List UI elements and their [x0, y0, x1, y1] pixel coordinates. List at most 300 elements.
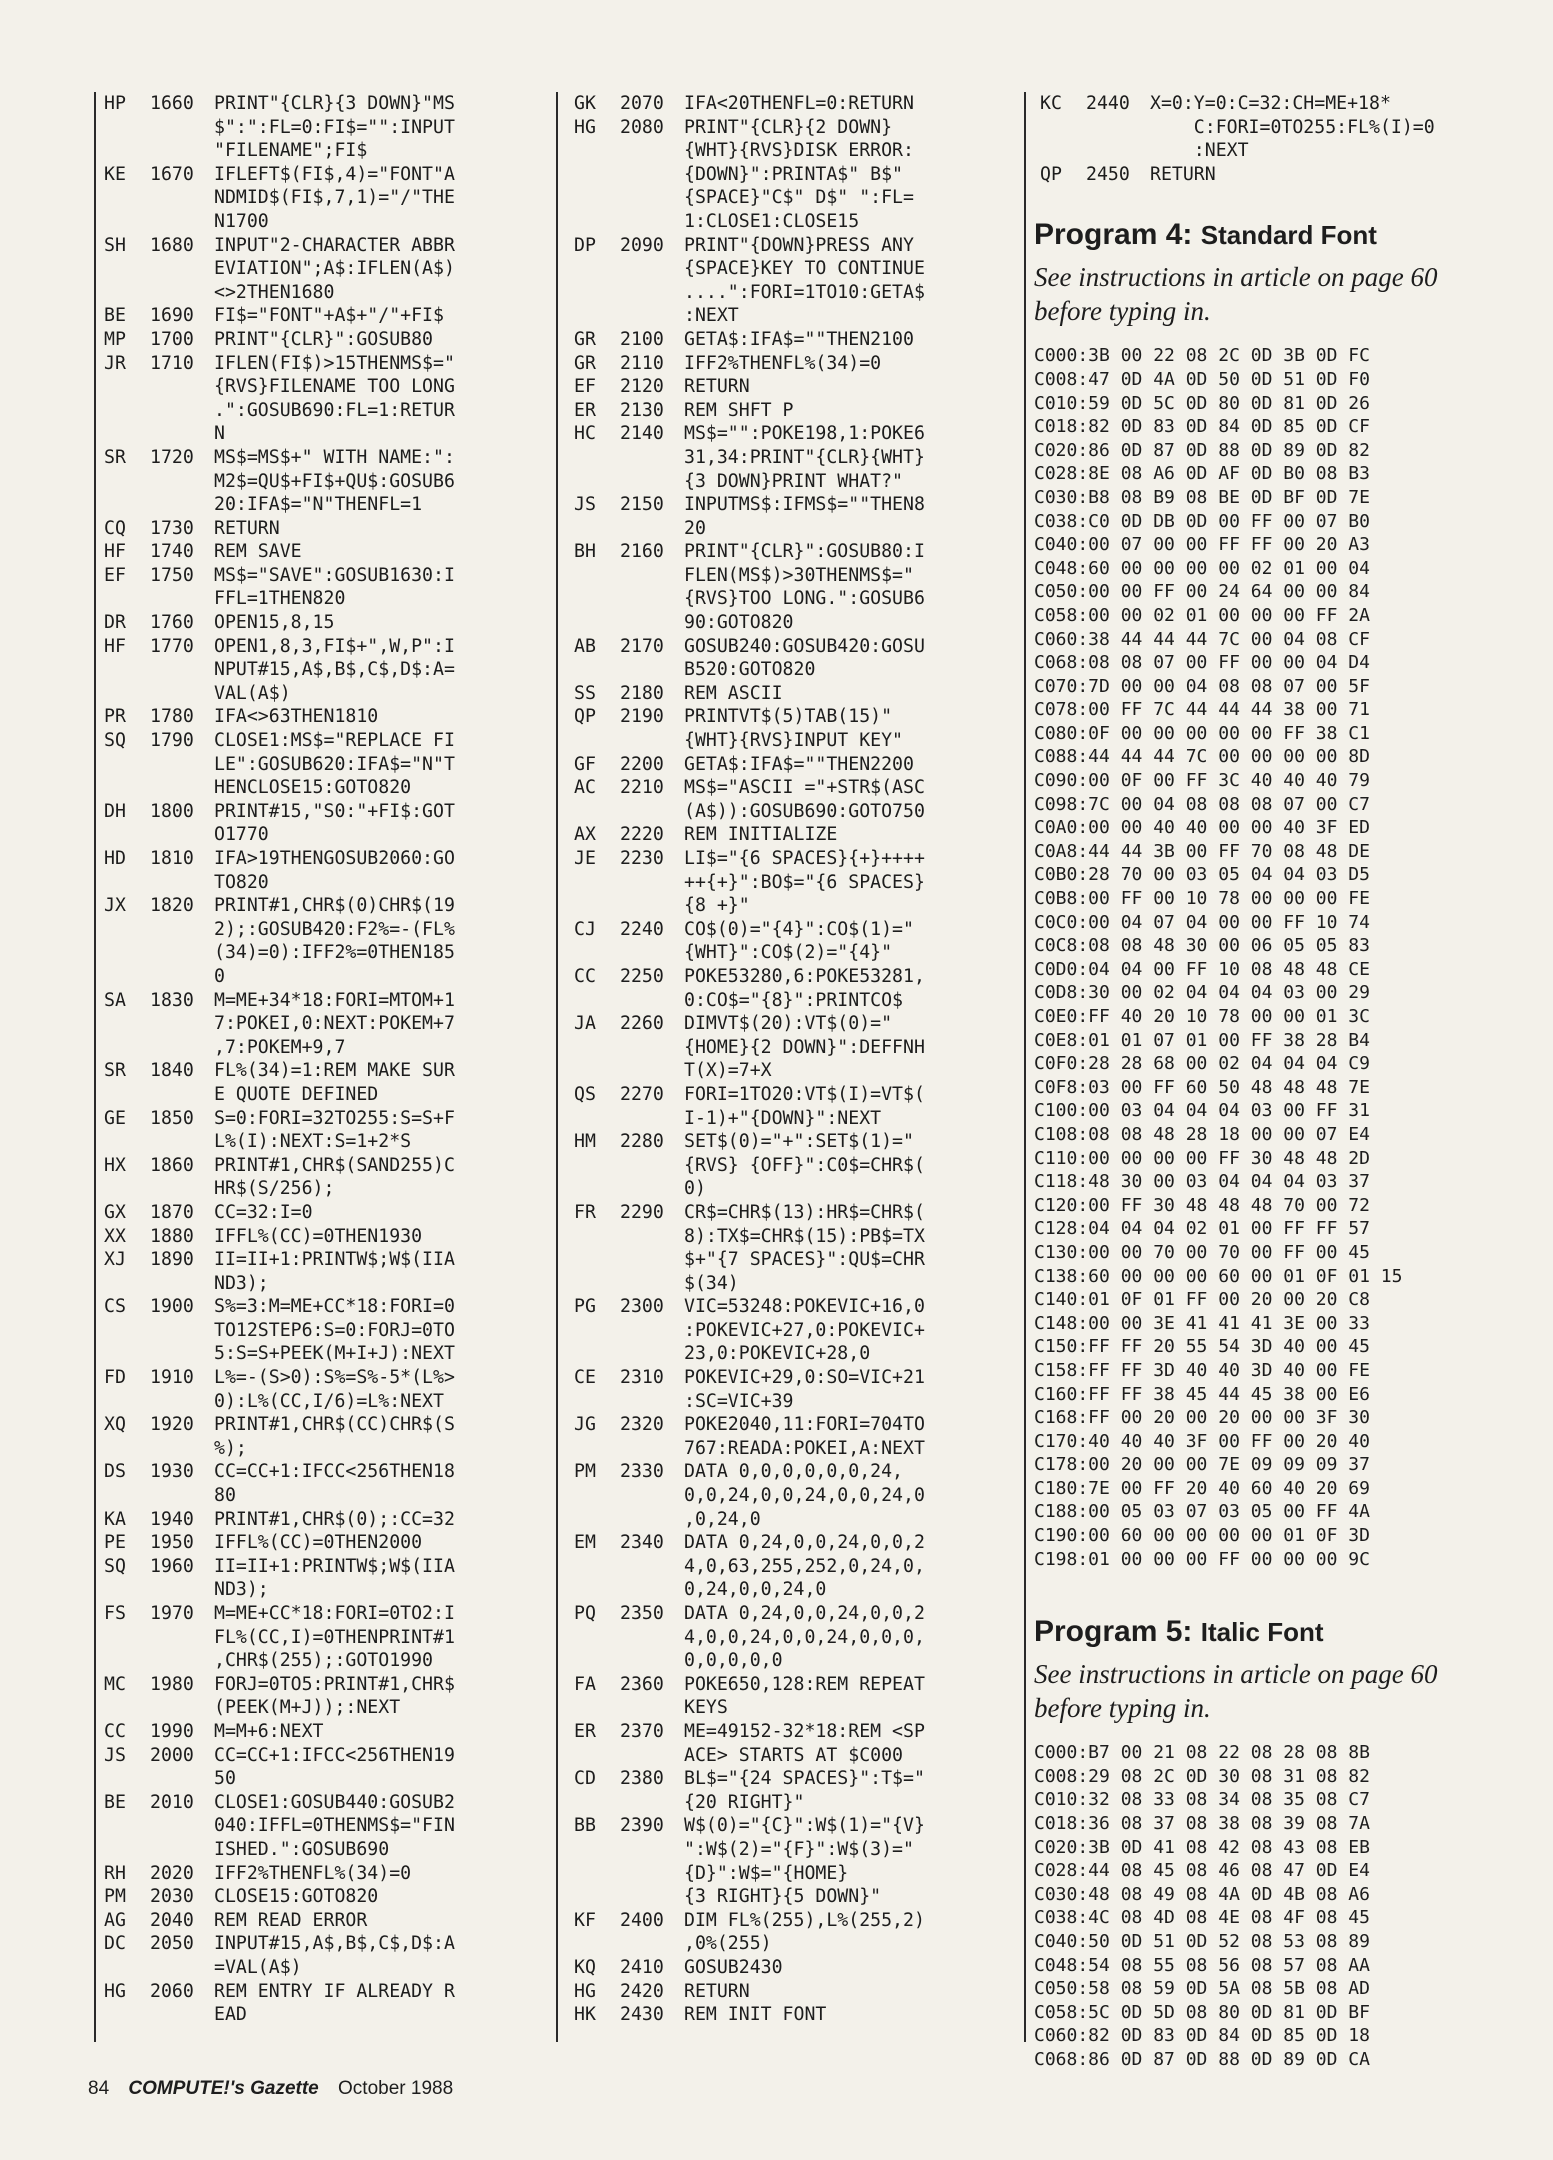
listing-line: [94, 1295, 540, 1319]
listing-line: [94, 1154, 540, 1178]
line-number: [620, 894, 684, 918]
code-text: POKE2040,11:FORI=704TO: [684, 1414, 925, 1436]
code-text: 0,0,24,0,0,24,0,0,24,0: [684, 1485, 925, 1507]
hex-line: C068:08 08 07 00 FF 00 00 04 D4: [1034, 652, 1370, 674]
code-text: EVIATION";A$:IFLEN(A$): [214, 258, 455, 280]
listing-line: [564, 328, 1010, 352]
code-text: ,CHR$(255);:GOTO1990: [214, 1650, 433, 1672]
checksum-code: HC: [574, 423, 596, 445]
line-number: 2000: [150, 1744, 194, 1766]
code-text: PRINT#1,CHR$(0)CHR$(19: [214, 895, 455, 917]
line-number: [620, 658, 684, 682]
listing-line: [94, 186, 540, 210]
code-text: CLOSE1:GOSUB440:GOSUB2: [214, 1791, 455, 1813]
hex-line: C0A8:44 44 3B 00 FF 70 08 48 DE: [1034, 840, 1370, 862]
checksum-code: [564, 1838, 620, 1862]
checksum-code: [94, 1342, 150, 1366]
listing-line: [94, 1059, 540, 1083]
line-number: 2090: [620, 234, 664, 256]
listing-line: [94, 257, 540, 281]
listing-line: [564, 1555, 1010, 1579]
listing-line: [564, 941, 1010, 965]
checksum-code: [94, 1012, 150, 1036]
code-text: 31,34:PRINT"{CLR}{WHT}: [684, 446, 925, 468]
checksum-code: [564, 729, 620, 753]
code-text: {3 RIGHT}{5 DOWN}": [684, 1886, 882, 1908]
checksum-code: [564, 1342, 620, 1366]
listing-line: [94, 281, 540, 305]
line-number: 1670: [150, 163, 194, 185]
listing-column-2: [564, 92, 1010, 2040]
code-text: ACE> STARTS AT $C000: [684, 1744, 903, 1766]
hex-line: C068:86 0D 87 0D 88 0D 89 0D CA: [1034, 2048, 1370, 2070]
line-number: [620, 729, 684, 753]
checksum-code: JG: [574, 1414, 596, 1436]
checksum-code: MP: [104, 328, 126, 350]
hex-line: C040:50 0D 51 0D 52 08 53 08 89: [1034, 1931, 1370, 1952]
code-text: EAD: [214, 2004, 247, 2026]
checksum-code: XX: [104, 1225, 126, 1247]
line-number: [620, 257, 684, 281]
listing-line: [94, 1342, 540, 1366]
line-number: 2250: [620, 965, 664, 987]
checksum-code: SR: [104, 1060, 126, 1082]
checksum-code: [564, 163, 620, 187]
checksum-code: [94, 1956, 150, 1980]
code-text: FORI=1TO20:VT$(I)=VT$(: [684, 1083, 925, 1105]
checksum-code: HG: [574, 116, 596, 138]
checksum-code: [564, 1791, 620, 1815]
line-number: 1780: [150, 706, 194, 728]
code-text: (A$)):GOSUB690:GOTO750: [684, 800, 925, 822]
hex-line: C148:00 00 3E 41 41 41 3E 00 33: [1034, 1312, 1370, 1334]
checksum-code: [94, 210, 150, 234]
listing-line: [564, 871, 1010, 895]
listing-line: [94, 1201, 540, 1225]
line-number: [150, 139, 214, 163]
line-number: [150, 587, 214, 611]
line-number: [150, 186, 214, 210]
listing-line: [1030, 163, 1475, 187]
code-text: DATA 0,24,0,0,24,0,0,2: [684, 1603, 925, 1624]
line-number: 1960: [150, 1555, 194, 1577]
listing-line: [94, 1177, 540, 1201]
checksum-code: KE: [104, 163, 126, 185]
listing-line: [94, 1484, 540, 1508]
code-text: GOSUB240:GOSUB420:GOSU: [684, 635, 925, 657]
line-number: 1820: [150, 895, 194, 917]
code-text: REM SHFT P: [684, 399, 794, 421]
code-text: L%=-(S>0):S%=S%-5*(L%>: [214, 1367, 455, 1389]
listing-line: [94, 139, 540, 163]
line-number: [620, 1932, 684, 1956]
checksum-code: SQ: [104, 730, 126, 752]
line-number: [150, 1130, 214, 1154]
line-number: 2150: [620, 494, 664, 516]
checksum-code: CC: [574, 965, 596, 987]
code-text: 0: [214, 965, 225, 987]
code-text: N1700: [214, 210, 269, 232]
line-number: 1740: [150, 541, 194, 563]
checksum-code: [564, 871, 620, 895]
code-text: OPEN15,8,15: [214, 612, 335, 634]
listing-line: [564, 92, 1010, 116]
listing-line: [94, 2003, 540, 2027]
hex-line: C150:FF FF 20 55 54 3D 40 00 45: [1034, 1336, 1370, 1358]
code-text: CLOSE15:GOTO820: [214, 1886, 379, 1908]
listing-line: [564, 116, 1010, 140]
listing-line: [94, 399, 540, 423]
line-number: [150, 1083, 214, 1107]
line-number: [620, 446, 684, 470]
code-text: IFFL%(CC)=0THEN2000: [214, 1532, 423, 1554]
code-text: <>2THEN1680: [214, 281, 335, 303]
listing-line: [94, 965, 540, 989]
line-number: [1086, 139, 1150, 163]
line-number: [150, 1696, 214, 1720]
line-number: [150, 1036, 214, 1060]
hex-line: C010:32 08 33 08 34 08 35 08 C7: [1034, 1789, 1370, 1811]
code-text: RETURN: [214, 517, 280, 539]
listing-line: [94, 304, 540, 328]
checksum-code: JR: [104, 352, 126, 374]
checksum-code: [564, 1696, 620, 1720]
line-number: 1940: [150, 1508, 194, 1530]
line-number: [620, 871, 684, 895]
checksum-code: [564, 470, 620, 494]
listing-line: [94, 375, 540, 399]
hex-line: C070:7D 00 00 04 08 08 07 00 5F: [1034, 675, 1370, 697]
checksum-code: [564, 587, 620, 611]
checksum-code: DH: [104, 800, 126, 822]
line-number: [620, 1342, 684, 1366]
hex-line: C018:36 08 37 08 38 08 39 08 7A: [1034, 1813, 1370, 1835]
listing-line: [564, 470, 1010, 494]
line-number: [150, 2003, 214, 2027]
hex-line: C060:38 44 44 44 7C 00 04 08 CF: [1034, 628, 1370, 650]
hex-line: C0D0:04 04 00 FF 10 08 48 48 CE: [1034, 958, 1370, 980]
listing-line: [564, 729, 1010, 753]
page-footer: [88, 2078, 453, 2100]
listing-line: [94, 1862, 540, 1886]
listing-line: [94, 1036, 540, 1060]
listing-line: [94, 1083, 540, 1107]
listing-line: [564, 210, 1010, 234]
checksum-code: [94, 1484, 150, 1508]
code-text: M=ME+34*18:FORI=MTOM+1: [214, 989, 455, 1011]
code-text: KEYS: [684, 1697, 728, 1719]
line-number: 1720: [150, 446, 194, 468]
listing-continuation: [1030, 92, 1475, 186]
code-text: ISHED.":GOSUB690: [214, 1838, 390, 1860]
hex-line: C128:04 04 04 02 01 00 FF FF 57: [1034, 1218, 1370, 1240]
listing-line: [564, 776, 1010, 800]
listing-line: [94, 1012, 540, 1036]
line-number: [620, 1272, 684, 1296]
line-number: [150, 941, 214, 965]
hex-line: C0F8:03 00 FF 60 50 48 48 48 7E: [1034, 1076, 1370, 1098]
code-text: RETURN: [684, 1980, 750, 2002]
line-number: [620, 1059, 684, 1083]
line-number: [620, 1649, 684, 1673]
listing-line: [94, 352, 540, 376]
listing-line: [94, 871, 540, 895]
line-number: [150, 1578, 214, 1602]
checksum-code: HM: [574, 1131, 596, 1153]
listing-line: [94, 1531, 540, 1555]
line-number: 2380: [620, 1768, 664, 1790]
listing-line: [564, 1107, 1010, 1131]
checksum-code: [94, 941, 150, 965]
line-number: 2040: [150, 1909, 194, 1931]
code-text: POKE650,128:REM REPEAT: [684, 1673, 925, 1695]
code-text: {3 DOWN}PRINT WHAT?": [684, 470, 903, 492]
hex-line: C0E8:01 01 07 01 00 FF 38 28 B4: [1034, 1029, 1370, 1051]
checksum-code: HG: [574, 1980, 596, 2002]
checksum-code: SA: [104, 989, 126, 1011]
checksum-code: ER: [574, 1720, 596, 1742]
code-text: =VAL(A$): [214, 1956, 302, 1978]
code-text: 7:POKEI,0:NEXT:POKEM+7: [214, 1013, 455, 1035]
listing-line: [564, 493, 1010, 517]
line-number: [150, 375, 214, 399]
code-text: :NEXT: [1150, 140, 1249, 162]
hex-line: C120:00 FF 30 48 48 48 70 00 72: [1034, 1194, 1370, 1216]
listing-line: [564, 989, 1010, 1013]
checksum-code: [564, 517, 620, 541]
code-text: CC=CC+1:IFCC<256THEN18: [214, 1461, 455, 1483]
checksum-code: XQ: [104, 1414, 126, 1436]
line-number: 1840: [150, 1060, 194, 1082]
checksum-code: [94, 186, 150, 210]
code-text: {RVS}FILENAME TOO LONG: [214, 376, 455, 398]
checksum-code: [564, 1059, 620, 1083]
listing-line: [94, 800, 540, 824]
line-number: 2440: [1086, 93, 1130, 114]
checksum-code: EF: [104, 564, 126, 586]
hex-line: C050:58 08 59 0D 5A 08 5B 08 AD: [1034, 1978, 1370, 2000]
line-number: [620, 1838, 684, 1862]
listing-line: [94, 1508, 540, 1532]
listing-line: [564, 1814, 1010, 1838]
checksum-code: [564, 1154, 620, 1178]
hex-line: C038:4C 08 4D 08 4E 08 4F 08 45: [1034, 1907, 1370, 1929]
code-text: FLEN(MS$)>30THENMS$=": [684, 564, 914, 586]
checksum-code: [564, 894, 620, 918]
line-number: 1660: [150, 93, 194, 114]
listing-line: [564, 1484, 1010, 1508]
code-text: PRINT#1,CHR$(0);:CC=32: [214, 1508, 455, 1530]
hex-line: C000:3B 00 22 08 2C 0D 3B 0D FC: [1034, 345, 1370, 367]
code-text: RETURN: [684, 376, 750, 398]
listing-line: [94, 210, 540, 234]
listing-line: [94, 1814, 540, 1838]
hex-line: C060:82 0D 83 0D 84 0D 85 0D 18: [1034, 2025, 1370, 2047]
code-text: HENCLOSE15:GOTO820: [214, 777, 412, 799]
checksum-code: [94, 587, 150, 611]
hex-line: C028:8E 08 A6 0D AF 0D B0 08 B3: [1034, 463, 1370, 485]
checksum-code: [94, 918, 150, 942]
line-number: [620, 1696, 684, 1720]
code-text: ME=49152-32*18:REM <SP: [684, 1720, 925, 1742]
listing-line: [94, 1885, 540, 1909]
listing-line: [94, 1720, 540, 1744]
listing-line: [94, 1366, 540, 1390]
listing-line: [564, 1885, 1010, 1909]
listing-line: [94, 1649, 540, 1673]
code-text: 1:CLOSE1:CLOSE15: [684, 210, 860, 232]
listing-line: [564, 1909, 1010, 1933]
checksum-code: [564, 446, 620, 470]
line-number: 1730: [150, 517, 194, 539]
code-text: PRINT"{CLR}":GOSUB80: [214, 328, 433, 350]
checksum-code: [564, 1248, 620, 1272]
line-number: 2200: [620, 753, 664, 775]
listing-line: [564, 1838, 1010, 1862]
hex-line: C008:29 08 2C 0D 30 08 31 08 82: [1034, 1765, 1370, 1787]
checksum-code: BE: [104, 1791, 126, 1813]
checksum-code: [564, 1885, 620, 1909]
hex-line: C178:00 20 00 00 7E 09 09 09 37: [1034, 1454, 1370, 1476]
listing-line: [94, 1602, 540, 1626]
checksum-code: [94, 2003, 150, 2027]
code-text: {SPACE}KEY TO CONTINUE: [684, 258, 925, 280]
code-text: MS$="ASCII ="+STR$(ASC: [684, 777, 925, 799]
code-text: "FILENAME";FI$: [214, 140, 368, 162]
line-number: [150, 1390, 214, 1414]
code-text: IFLEFT$(FI$,4)="FONT"A: [214, 163, 455, 185]
program4-title: Program 4:: [1034, 218, 1193, 252]
hex-line: C028:44 08 45 08 46 08 47 0D E4: [1034, 1860, 1370, 1882]
line-number: [150, 281, 214, 305]
code-text: ":W$(2)="{F}":W$(3)=": [684, 1838, 914, 1860]
hex-line: C0E0:FF 40 20 10 78 00 00 01 3C: [1034, 1006, 1370, 1027]
listing-line: [564, 753, 1010, 777]
checksum-code: [94, 1036, 150, 1060]
listing-line: [564, 1295, 1010, 1319]
code-text: CC=CC+1:IFCC<256THEN19: [214, 1744, 455, 1766]
code-text: IFA>19THENGOSUB2060:GO: [214, 848, 455, 869]
listing-line: [94, 1696, 540, 1720]
code-text: CC=32:I=0: [214, 1201, 313, 1223]
code-text: CLOSE1:MS$="REPLACE FI: [214, 730, 455, 752]
program4-heading: [1034, 218, 1475, 252]
checksum-code: SH: [104, 234, 126, 256]
line-number: 2370: [620, 1720, 664, 1742]
magazine-name: COMPUTE!'s Gazette: [128, 2078, 319, 2099]
line-number: 1880: [150, 1225, 194, 1247]
listing-line: [564, 139, 1010, 163]
code-text: 4,0,63,255,252,0,24,0,: [684, 1555, 925, 1577]
code-text: INPUTMS$:IFMS$=""THEN8: [684, 494, 925, 516]
line-number: 2420: [620, 1980, 664, 2002]
code-text: O1770: [214, 824, 269, 846]
checksum-code: JS: [574, 494, 596, 516]
line-number: 1910: [150, 1367, 194, 1389]
checksum-code: HX: [104, 1154, 126, 1176]
hex-line: C170:40 40 40 3F 00 FF 00 20 40: [1034, 1430, 1370, 1452]
checksum-code: [94, 682, 150, 706]
hex-line: C118:48 30 00 03 04 04 04 03 37: [1034, 1171, 1370, 1193]
listing-line: [94, 1437, 540, 1461]
code-text: CR$=CHR$(13):HR$=CHR$(: [684, 1201, 925, 1223]
line-number: [620, 139, 684, 163]
line-number: 1690: [150, 305, 194, 327]
listing-line: [564, 186, 1010, 210]
listing-line: [564, 257, 1010, 281]
checksum-code: CQ: [104, 517, 126, 539]
code-text: B520:GOTO820: [684, 659, 816, 681]
listing-line: [564, 1602, 1010, 1626]
line-number: [150, 116, 214, 140]
checksum-code: GR: [574, 352, 596, 374]
line-number: 2220: [620, 824, 664, 846]
checksum-code: [564, 1390, 620, 1414]
code-text: IFA<20THENFL=0:RETURN: [684, 93, 914, 114]
checksum-code: PG: [574, 1296, 596, 1318]
checksum-code: MC: [104, 1673, 126, 1695]
line-number: [620, 186, 684, 210]
listing-line: [564, 1272, 1010, 1296]
checksum-code: CC: [104, 1720, 126, 1742]
checksum-code: HG: [104, 1980, 126, 2002]
hex-line: C110:00 00 00 00 FF 30 48 48 2D: [1034, 1147, 1370, 1169]
code-text: PRINT#1,CHR$(SAND255)C: [214, 1154, 455, 1176]
code-text: $+"{7 SPACES}":QU$=CHR: [684, 1249, 925, 1271]
code-text: NDMID$(FI$,7,1)="/"THE: [214, 187, 455, 209]
listing-line: [564, 1980, 1010, 2004]
code-text: 2);:GOSUB420:F2%=-(FL%: [214, 918, 455, 940]
listing-line: [94, 1130, 540, 1154]
listing-line: [94, 1838, 540, 1862]
listing-line: [94, 894, 540, 918]
code-text: PRINTVT$(5)TAB(15)": [684, 706, 893, 728]
checksum-code: RH: [104, 1862, 126, 1884]
checksum-code: KQ: [574, 1956, 596, 1978]
hex-line: C020:3B 0D 41 08 42 08 43 08 EB: [1034, 1836, 1370, 1858]
checksum-code: [564, 1508, 620, 1532]
checksum-code: [94, 965, 150, 989]
checksum-code: AG: [104, 1909, 126, 1931]
line-number: [150, 1626, 214, 1650]
checksum-code: [94, 257, 150, 281]
line-number: [150, 1342, 214, 1366]
listing-line: [94, 1272, 540, 1296]
checksum-code: CS: [104, 1296, 126, 1318]
checksum-code: GF: [574, 753, 596, 775]
code-text: VAL(A$): [214, 682, 291, 704]
listing-line: [564, 1083, 1010, 1107]
program5-title: Program 5:: [1034, 1615, 1193, 1649]
line-number: 1680: [150, 234, 194, 256]
line-number: [150, 257, 214, 281]
listing-line: [564, 1437, 1010, 1461]
code-text: 040:IFFL=0THENMS$="FIN: [214, 1815, 455, 1837]
hex-line: C090:00 0F 00 FF 3C 40 40 40 79: [1034, 770, 1370, 792]
listing-line: [564, 234, 1010, 258]
checksum-code: XJ: [104, 1249, 126, 1271]
checksum-code: DR: [104, 612, 126, 634]
checksum-code: [1030, 116, 1086, 140]
checksum-code: BH: [574, 541, 596, 563]
code-text: 80: [214, 1485, 236, 1507]
listing-line: [94, 1909, 540, 1933]
code-text: :SC=VIC+39: [684, 1390, 794, 1412]
line-number: 2240: [620, 918, 664, 940]
program4-subtitle: Standard Font: [1200, 220, 1377, 251]
checksum-code: [564, 139, 620, 163]
line-number: 2180: [620, 682, 664, 704]
